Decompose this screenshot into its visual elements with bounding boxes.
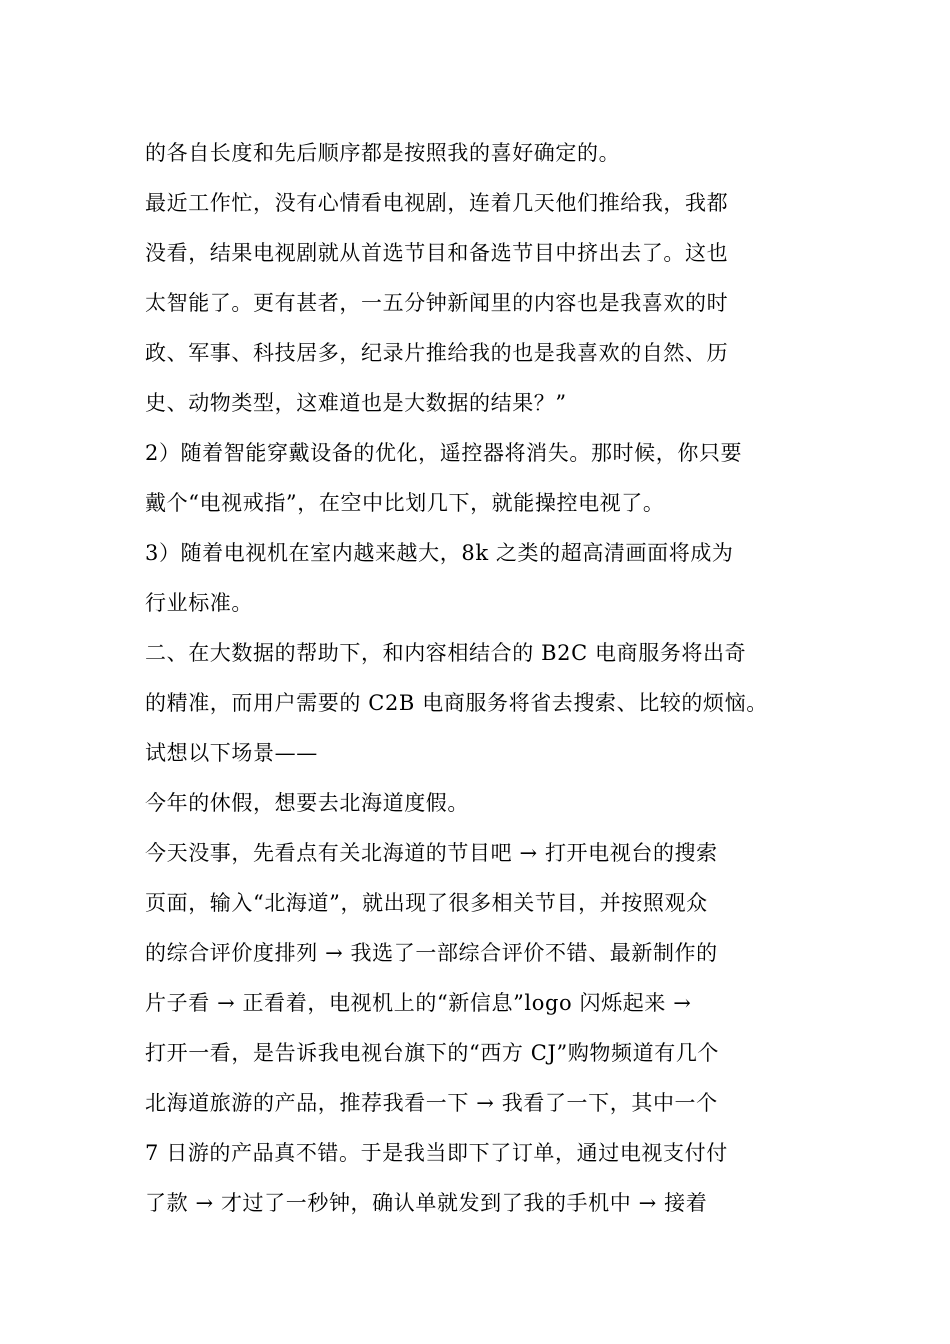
text-line: 北海道旅游的产品，推荐我看一下 → 我看了一下，其中一个	[145, 1091, 718, 1115]
text-line: 试想以下场景——	[145, 741, 318, 765]
body-text	[145, 128, 807, 1228]
text-line: 行业标准。	[145, 591, 253, 615]
text-line: 7 日游的产品真不错。于是我当即下了订单，通过电视支付付	[145, 1141, 728, 1165]
text-line: 的综合评价度排列 → 我选了一部综合评价不错、最新制作的	[145, 941, 718, 965]
text-line: 片子看 → 正看着，电视机上的“新信息”logo 闪烁起来 →	[145, 991, 692, 1015]
text-line: 今天没事，先看点有关北海道的节目吧 → 打开电视台的搜索	[145, 841, 718, 865]
text-line: 今年的休假，想要去北海道度假。	[145, 791, 469, 815]
text-line: 戴个“电视戒指”，在空中比划几下，就能操控电视了。	[145, 491, 665, 515]
text-line: 3）随着电视机在室内越来越大，8k 之类的超高清画面将成为	[145, 541, 734, 565]
text-line: 最近工作忙，没有心情看电视剧，连着几天他们推给我，我都	[145, 191, 729, 215]
text-line: 打开一看，是告诉我电视台旗下的“西方 CJ”购物频道有几个	[145, 1041, 720, 1065]
text-line: 二、在大数据的帮助下，和内容相结合的 B2C 电商服务将出奇	[145, 641, 747, 665]
text-line: 页面，输入“北海道”，就出现了很多相关节目，并按照观众	[145, 891, 708, 915]
text-line: 了款 → 才过了一秒钟，确认单就发到了我的手机中 → 接着	[145, 1191, 708, 1215]
text-line: 太智能了。更有甚者，一五分钟新闻里的内容也是我喜欢的时	[145, 291, 729, 315]
text-line: 没看，结果电视剧就从首选节目和备选节目中挤出去了。这也	[145, 241, 729, 265]
text-line: 的精准，而用户需要的 C2B 电商服务将省去搜索、比较的烦恼。	[145, 691, 768, 715]
text-line: 2）随着智能穿戴设备的优化，遥控器将消失。那时候，你只要	[145, 441, 743, 465]
text-line: 政、军事、科技居多，纪录片推给我的也是我喜欢的自然、历	[145, 341, 729, 365]
text-line: 史、动物类型，这难道也是大数据的结果？”	[145, 391, 567, 415]
text-line: 的各自长度和先后顺序都是按照我的喜好确定的。	[145, 141, 621, 165]
